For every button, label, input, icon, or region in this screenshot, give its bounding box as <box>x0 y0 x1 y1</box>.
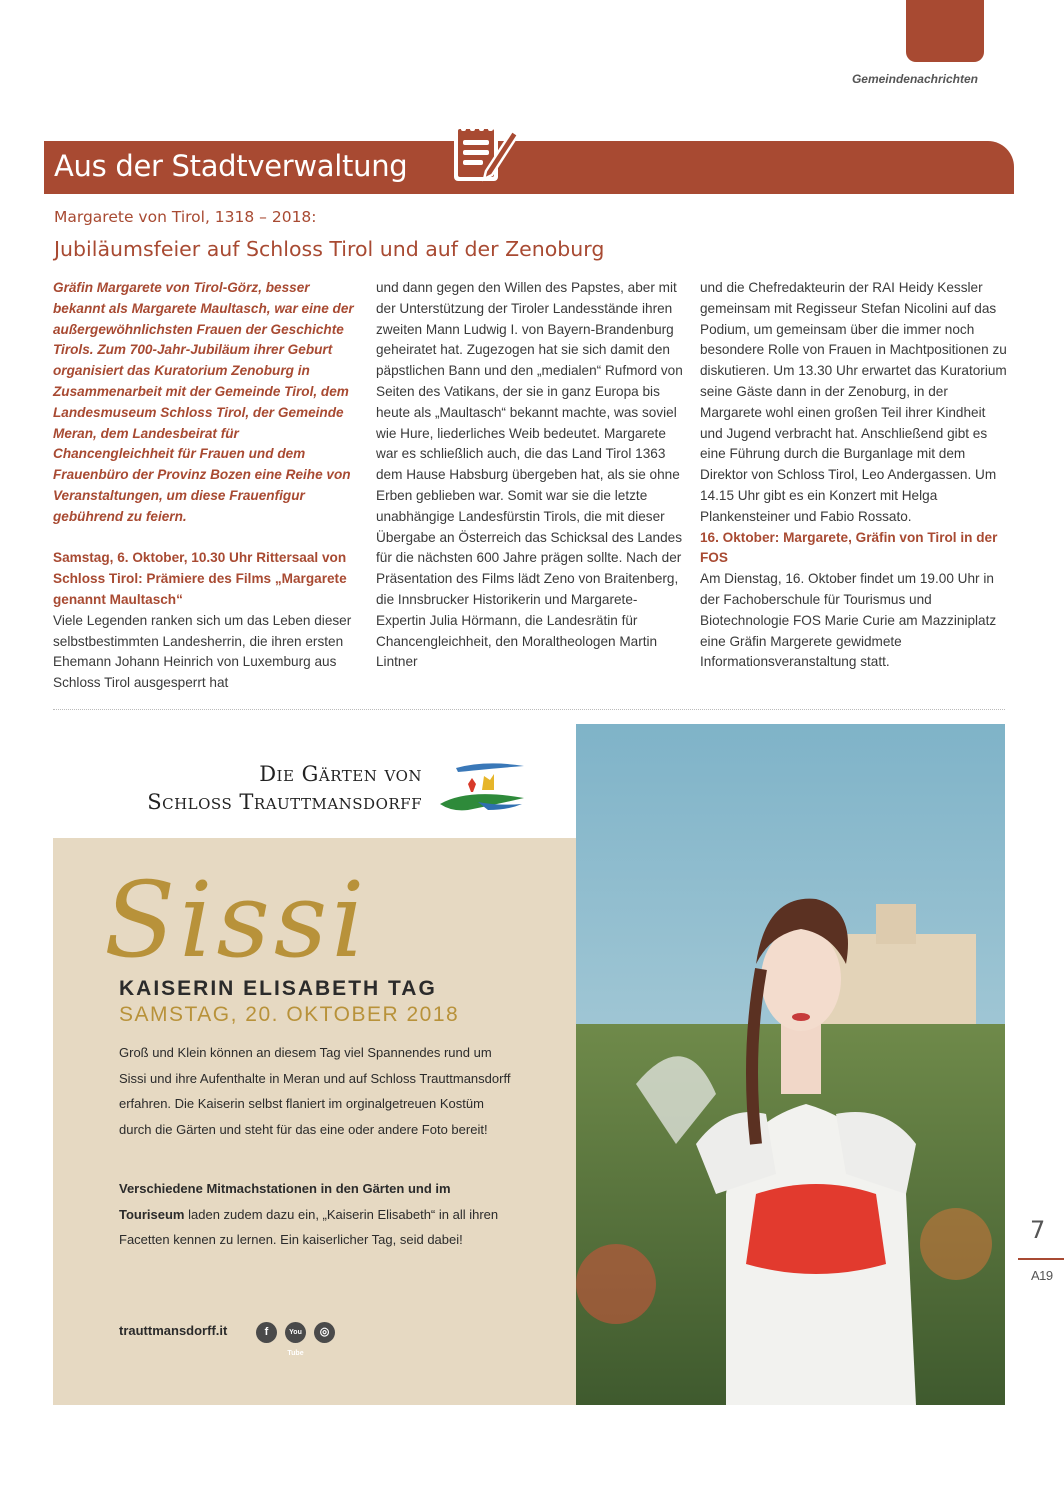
article-headline: Jubiläumsfeier auf Schloss Tirol und auf der Zenoburg <box>54 237 605 261</box>
article-column-3 <box>700 278 1010 673</box>
ad-website-link[interactable]: trauttmansdorff.it <box>119 1323 228 1338</box>
article-body-2: Am Dienstag, 16. Oktober findet um 19.00 Uhr in der Fachoberschule für Tourismus und Biotechnologie FOS Marie Curie am Mazziniplatz eine Gräfin Margerete gewidmete Informationsveranstaltung statt. <box>700 571 997 670</box>
logo-line-1: Die Gärten von <box>259 762 422 786</box>
logo-line-2: Schloss Trauttmansdorff <box>147 790 422 814</box>
event-subhead-2: 16. Oktober: Margarete, Gräfin von Tirol in der FOS <box>700 529 998 566</box>
notepad-pencil-icon <box>448 113 520 189</box>
svg-text:Sissi: Sissi <box>104 862 369 980</box>
instagram-icon[interactable]: ◎ <box>314 1322 335 1343</box>
article-body-1b: und dann gegen den Willen des Papstes, aber mit der Unterstützung der Tiroler Landesstände ihren zweiten Mann Ludwig I. von Bayern-Brandenburg geheiratet hat. Zugezogen hat sie sich damit den päpstlichen Bann und den „medialen“ Rufmord von Seiten des Vatikans, der sie in ganz Europa bis heute als „Maultasch“ bekannt machte, was soviel wie Hure, liederliches Weib bedeutet. Margarete war es schließlich auch, die das Land Tirol 1363 dem Hause Habsburg übergeben hat, als sie ohne Erben geblieben war. Somit war sie die letzte unabhängige Landesfürstin Tirols, die mit dieser Übergabe an Österreich das Schicksal des Landes für die nächsten 600 Jahre prägen sollte. Nach der Präsentation des Films lädt Zeno von Braitenberg, die Innsbrucker Historikerin und Margarete-Expertin Julia Hörmann, die Landesrätin für Chancengleichheit, den Moraltheologen Martin Lintner <box>376 280 683 670</box>
facebook-icon[interactable]: f <box>256 1322 277 1343</box>
ad-body: Groß und Klein können an diesem Tag viel Spannendes rund um Sissi und ihre Aufenthalte in Meran und auf Schloss Trauttmansdorff erfahren. Die Kaiserin selbst flaniert im orginalgetreuen Kostüm durch die Gärten und steht für das eine oder andere Foto bereit! <box>119 1045 511 1137</box>
ad-body-2 <box>119 1176 519 1253</box>
ad-date: SAMSTAG, 20. OKTOBER 2018 <box>119 1003 460 1026</box>
ad-body-2-rest: laden zudem dazu ein, „Kaiserin Elisabeth“ in all ihren Facetten kennen zu lernen. Ein kaiserlicher Tag, seid dabei! <box>119 1206 499 1248</box>
ad-title: KAISERIN ELISABETH TAG <box>119 977 437 1000</box>
article-lead: Gräfin Margarete von Tirol-Görz, besser bekannt als Margarete Maultasch, war eine der außergewöhnlichsten Frauen der Geschichte Tirols. Zum 700-Jahr-Jubiläum ihrer Geburt organisiert das Kuratorium Zenoburg in Zusammenarbeit mit der Gemeinde Tirol, dem Landesmuseum Schloss Tirol, der Gemeinde Meran, dem Landesbeirat für Chancengleichheit für Frauen und dem Frauenbüro der Provinz Bozen eine Reihe von Veranstaltungen, um diese Frauenfigur gebührend zu feiern. <box>53 280 354 524</box>
sissi-costume-photo <box>576 724 1005 1405</box>
advertiser-logo-text <box>100 760 422 816</box>
article-column-2 <box>376 278 684 673</box>
youtube-icon[interactable]: You Tube <box>285 1322 306 1343</box>
page-number: 7 <box>1030 1216 1046 1244</box>
sissi-script-title <box>100 862 420 980</box>
article-kicker: Margarete von Tirol, 1318 – 2018: <box>54 208 317 226</box>
article-column-1 <box>53 278 361 694</box>
section-label: Gemeindenachrichten <box>851 72 978 86</box>
article-body-1c: und die Chefredakteurin der RAI Heidy Kessler gemeinsam mit Regisseur Stefan Nicolini auf das Podium, um gemeinsam über die immer noch besondere Rolle von Frauen in Machtpositionen zu diskutieren. Um 13.30 Uhr erwartet das Kuratorium seine Gäste dann in der Zenoburg, in der Margarete wohl einen großen Teil ihrer Kindheit und Jugend verbracht hat. Anschließend gibt es eine Führung durch die Burganlage mit dem Direktor von Schloss Tirol, Leo Andergassen. Um 14.15 Uhr gibt es ein Konzert mit Helga Plankensteiner und Fabio Rossato. <box>700 280 1007 524</box>
event-subhead-1: Samstag, 6. Oktober, 10.30 Uhr Rittersaal von Schloss Tirol: Prämiere des Films „Margarete genannt Maultasch“ <box>53 550 347 607</box>
page-code: A19 <box>1031 1268 1053 1283</box>
ad-body-2-bold: Verschiedene Mitmachstationen in den Gärten und im Touriseum <box>119 1181 451 1222</box>
section-tab-marker <box>906 0 984 62</box>
page-number-rule <box>1018 1258 1064 1260</box>
section-banner <box>44 141 1014 194</box>
banner-title: Aus der Stadtverwaltung <box>54 149 408 183</box>
section-divider <box>53 709 1005 710</box>
garden-logo-icon <box>438 758 526 814</box>
article-body-1a: Viele Legenden ranken sich um das Leben dieser selbstbestimmten Landesherrin, die ihren ersten Ehemann Johann Heinrich von Luxemburg aus Schloss Tirol ausgesperrt hat <box>53 612 352 691</box>
